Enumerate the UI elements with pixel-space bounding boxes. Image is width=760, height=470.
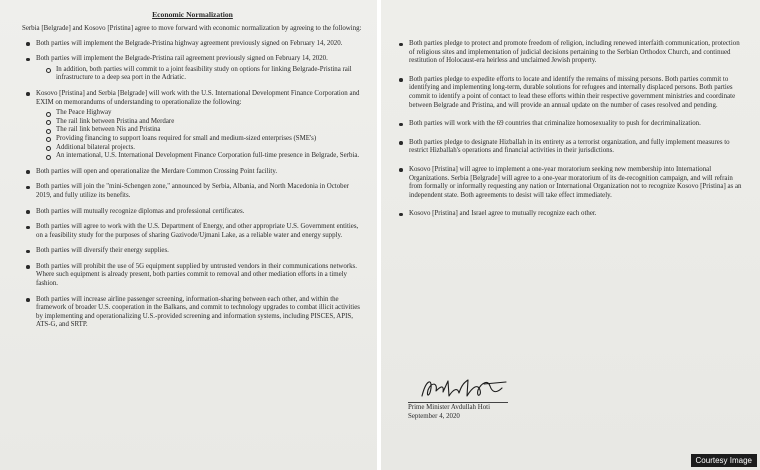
list-item: Both parties will implement the Belgrade-Pristina highway agreement previously signed on February 14, 2020. — [22, 40, 363, 49]
list-item: Kosovo [Pristina] and Serbia [Belgrade] will work with the U.S. International Development Finance Corporation and EXIM on memorandums of understanding to operationalize the following: — [22, 90, 363, 107]
list-item: Both parties will open and operationalize the Merdare Common Crossing Point facility. — [22, 168, 363, 177]
bullet-icon — [26, 42, 30, 46]
bullet-icon — [26, 92, 30, 96]
bullet-icon — [399, 141, 403, 145]
bullet-icon — [26, 226, 30, 230]
bullet-icon — [399, 78, 403, 82]
list-item: Both parties will join the "mini-Schengen zone," announced by Serbia, Albania, and North Macedonia in October 2019, and fully utilize its benefits. — [22, 183, 363, 200]
bullet-icon — [26, 186, 30, 190]
right-document-page — [381, 0, 760, 470]
left-document-page — [0, 0, 377, 470]
bullet-icon — [26, 250, 30, 254]
list-item: Both parties pledge to expedite efforts to locate and identify the remains of missing persons. Both parties commit to identifying and implementing long-term, durable solutions for refugees and internally displaced persons. Both parties commit to identify a point of contact to lead these efforts within their respective government ministries and coordinate between Belgrade and Pristina, and will provide an annual update on the number of cases resolved and pending. — [395, 76, 746, 110]
bullet-icon — [26, 298, 30, 302]
list-item: Both parties will prohibit the use of 5G equipment supplied by untrusted vendors in their communications networks. Where such equipment is already present, both parties commit to removal and other mediation efforts in a timely fashion. — [22, 263, 363, 289]
list-item: Both parties will work with the 69 countries that criminalize homosexuality to push for decriminalization. — [395, 120, 746, 129]
circle-bullet-icon — [46, 120, 51, 125]
sublist-item: The rail link between Pristina and Merdare — [22, 118, 363, 127]
signature-block — [408, 376, 513, 421]
sublist-item: Additional bilateral projects. — [22, 144, 363, 153]
bullet-icon — [26, 58, 30, 62]
handwritten-signature — [418, 376, 513, 402]
sublist-item: The Peace Highway — [22, 109, 363, 118]
signatory-title: Prime Minister Avdullah Hoti — [408, 404, 490, 411]
circle-bullet-icon — [46, 112, 51, 117]
sublist-item: Providing financing to support loans required for small and medium-sized enterprises (SME's) — [22, 135, 363, 144]
list-item: Both parties pledge to protect and promote freedom of religion, including renewed interfaith communication, protection of religious sites and implementation of judicial decisions pertaining to the Serbian Orthodox Church, and continued restitution of Holocaust-era heirless and unclaimed Jewish property. — [395, 40, 746, 66]
circle-bullet-icon — [46, 137, 51, 142]
image-credit-badge: Courtesy Image — [691, 454, 757, 467]
list-item: Both parties will increase airline passenger screening, information-sharing between each other, and within the framework of broader U.S. cooperation in the Balkans, and commit to technology upgrades to combat illicit activities by implementing and operationalizing U.S.-provided screening and information systems, including PISCES, APIS, ATS-G, and SRTP. — [22, 296, 363, 330]
circle-bullet-icon — [46, 129, 51, 134]
rail-sublist — [22, 66, 363, 83]
bullet-icon — [26, 265, 30, 269]
dfc-sublist — [22, 109, 363, 161]
bullet-icon — [399, 168, 403, 172]
circle-bullet-icon — [46, 155, 51, 160]
list-item: Kosovo [Pristina] will agree to implement a one-year moratorium seeking new membership into International Organizations. Serbia [Belgrade] will agree to a one-year moratorium of its de-recognition campaign, and will refrain from formally or informally requesting any nation or International Organization not to recognize Kosovo [Pristina] as an independent state. Both agreements to desist will take effect immediately. — [395, 166, 746, 200]
bullet-icon — [399, 123, 403, 127]
document-title: Economic Normalization — [152, 10, 233, 19]
list-item: Both parties will diversify their energy supplies. — [22, 247, 363, 256]
circle-bullet-icon — [46, 146, 51, 151]
sublist-item: The rail link between Nis and Pristina — [22, 126, 363, 135]
list-item: Both parties will agree to work with the U.S. Department of Energy, and other appropriate U.S. Government entities, on a feasibility study for the purposes of sharing Gazivode/Ujmani Lake, as a reliable water and energy supply. — [22, 223, 363, 240]
circle-bullet-icon — [46, 68, 51, 73]
sublist-item: An international, U.S. International Development Finance Corporation full-time presence in Belgrade, Serbia. — [22, 152, 363, 161]
signature-line — [408, 402, 508, 403]
bullet-icon — [399, 213, 403, 217]
bullet-icon — [26, 170, 30, 174]
list-item: Both parties will mutually recognize diplomas and professional certificates. — [22, 208, 363, 217]
sublist-item: In addition, both parties will commit to a joint feasibility study on options for linking Belgrade-Pristina rail infrastructure to a deep sea port in the Adriatic. — [22, 66, 363, 83]
signature-date: September 4, 2020 — [408, 412, 460, 420]
list-item: Both parties will implement the Belgrade-Pristina rail agreement previously signed on February 14, 2020. — [22, 55, 363, 64]
bullet-icon — [399, 43, 403, 47]
list-item: Kosovo [Pristina] and Israel agree to mutually recognize each other. — [395, 210, 746, 219]
bullet-icon — [26, 210, 30, 214]
intro-paragraph: Serbia [Belgrade] and Kosovo [Pristina] agree to move forward with economic normalization by agreeing to the following: — [22, 25, 362, 32]
list-item: Both parties pledge to designate Hizballah in its entirety as a terrorist organization, and fully implement measures to restrict Hizballah's operations and financial activities in their jurisdictions. — [395, 139, 746, 156]
